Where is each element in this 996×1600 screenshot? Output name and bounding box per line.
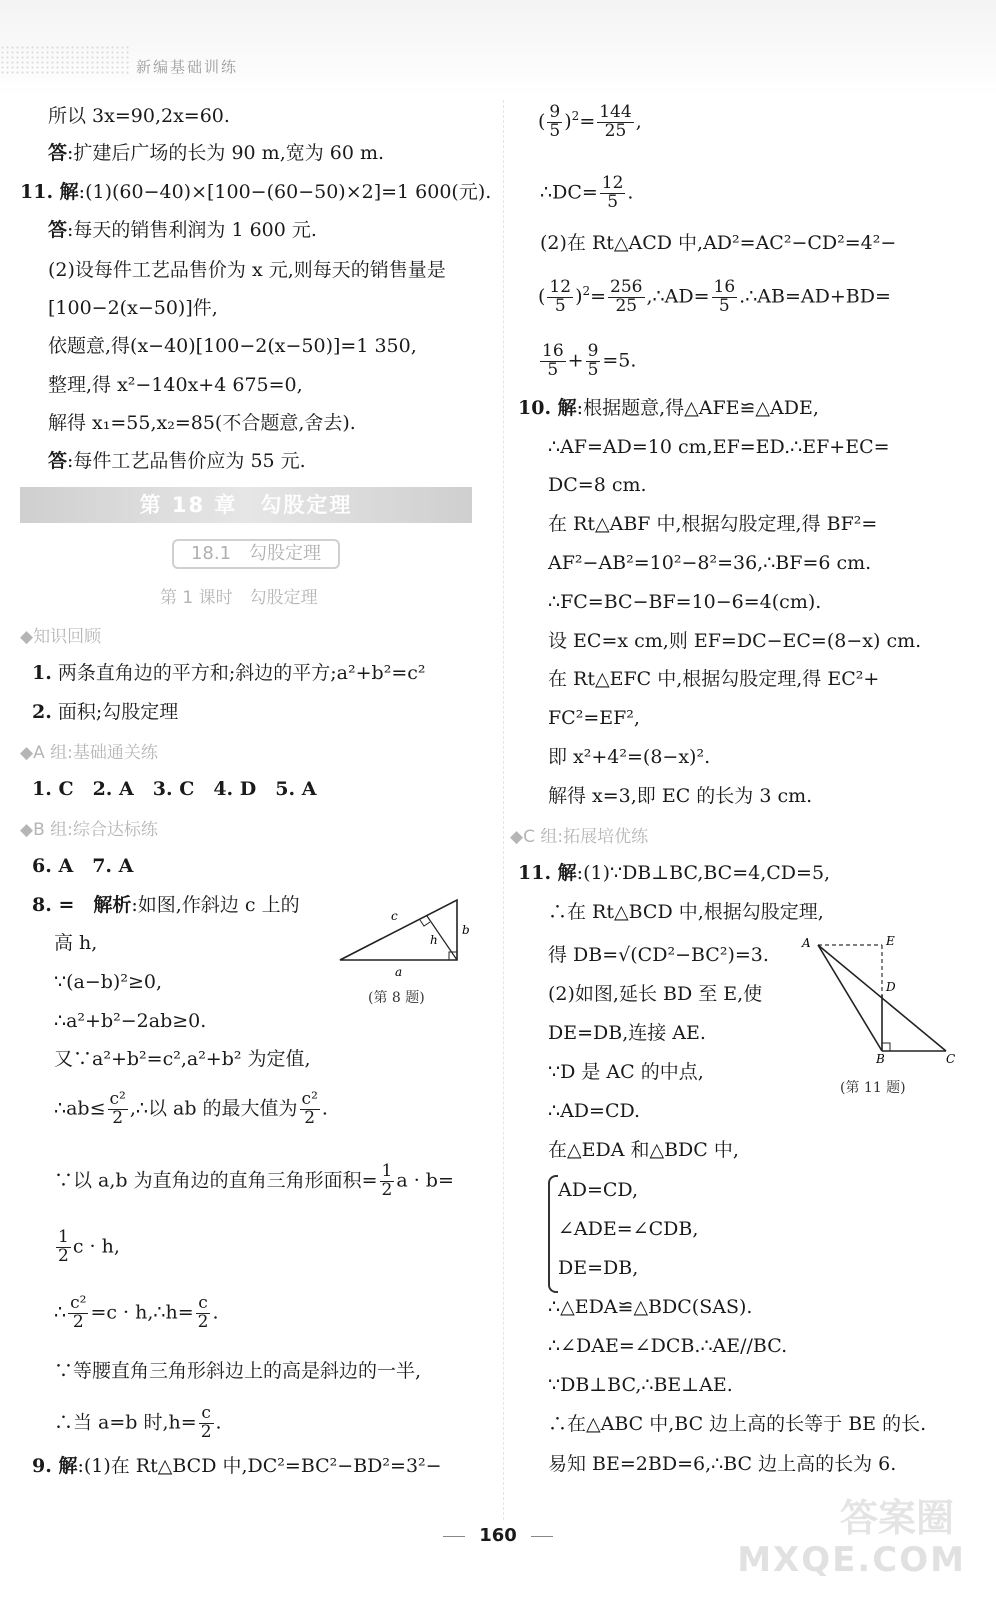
text-line: ∵DB⊥BC,∴BE⊥AE. xyxy=(548,1374,733,1396)
watermark-text: MXQE.COM xyxy=(737,1540,966,1580)
text-line: $\frac{1}{2}$ c · h, xyxy=(58,1227,120,1266)
text-line: 设 EC=x cm,则 EF=DC−EC=(8−x) cm. xyxy=(548,630,922,652)
text-line: ∴a²+b²−2ab≥0. xyxy=(54,1010,207,1032)
system-line: ∠ADE=∠CDB, xyxy=(558,1218,699,1240)
text-line: ∴在 Rt△BCD 中,根据勾股定理, xyxy=(548,901,824,923)
answer-list: 6. A 7. A xyxy=(32,855,134,877)
text-line: (2)设每件工艺品售价为 x 元,则每天的销售量是 xyxy=(48,259,446,281)
text-line: ( $\frac{9}{5}$ )$^2$= $\frac{144}{25}$ , xyxy=(538,101,642,141)
answer-line: 答:每件工艺品售价应为 55 元. xyxy=(48,450,306,472)
right-angle-mark xyxy=(420,920,430,926)
text-line: ∴FC=BC−BF=10−6=4(cm). xyxy=(548,591,822,613)
text-line: ∵以 a,b 为直角边的直角三角形面积= $\frac{1}{2}$ a · b= xyxy=(54,1161,454,1200)
fraction: $\frac{\text{c²}}{2}$ xyxy=(109,1089,126,1128)
fraction: $\frac{16}{5}$ xyxy=(542,341,564,380)
q8-line: 8. = 解析:如图,作斜边 c 上的 xyxy=(32,894,300,916)
page-header xyxy=(0,0,996,96)
text-line: ∴∠DAE=∠DCB.∴AE//BC. xyxy=(548,1335,788,1357)
system-line: AD=CD, xyxy=(558,1179,639,1201)
fraction: $\frac{12}{5}$ xyxy=(601,173,624,212)
figure-caption: (第 11 题) xyxy=(840,1080,906,1096)
text-line: 在 Rt△EFC 中,根据勾股定理,得 EC²+ xyxy=(548,668,880,690)
system-line: DE=DB, xyxy=(558,1257,639,1279)
label-h: h xyxy=(430,933,438,947)
label-D: D xyxy=(886,980,896,994)
fraction: $\frac{\text{c²}}{2}$ xyxy=(301,1089,318,1128)
text-line: 解得 x=3,即 EC 的长为 3 cm. xyxy=(548,785,813,807)
label-a: a xyxy=(395,965,403,979)
section-title: 18.1 勾股定理 xyxy=(172,539,340,569)
text-line: ∵(a−b)²≥0, xyxy=(54,971,162,993)
text-line: ∴△EDA≌△BDC(SAS). xyxy=(548,1296,753,1318)
fraction: $\frac{16}{5}$ xyxy=(713,276,736,316)
watermark-text-top: 答案圈 xyxy=(839,1496,954,1540)
label-c: c xyxy=(391,909,398,923)
page-number: 160 xyxy=(0,1525,996,1546)
text-line: $\frac{16}{5}$ + $\frac{9}{5}$ =5. xyxy=(542,341,637,380)
header-title: 新编基础训练 xyxy=(136,58,239,76)
group-heading: ◆A 组:基础通关练 xyxy=(20,743,158,763)
fraction: $\frac{\text{c²}}{2}$ xyxy=(70,1293,87,1332)
fraction: $\frac{1}{2}$ xyxy=(381,1161,393,1200)
text-line: DE=DB,连接 AE. xyxy=(548,1022,706,1044)
figure-caption: (第 8 题) xyxy=(368,990,425,1006)
text-line: 在 Rt△ABF 中,根据勾股定理,得 BF²= xyxy=(548,513,878,535)
group-heading: ◆B 组:综合达标练 xyxy=(20,820,158,840)
header-dot-pattern xyxy=(0,45,130,75)
text-line: 2. 面积;勾股定理 xyxy=(32,701,179,723)
lesson-title: 第 1 课时 勾股定理 xyxy=(160,588,318,608)
q11-line: 11. 解:(1)(60−40)×[100−(60−50)×2]=1 600(元). xyxy=(20,181,492,203)
label-b: b xyxy=(462,923,470,937)
text-line: 在△EDA 和△BDC 中, xyxy=(548,1139,739,1161)
fraction: $\frac{9}{5}$ xyxy=(549,101,561,141)
fraction: $\frac{9}{5}$ xyxy=(587,341,599,380)
label-B: B xyxy=(876,1052,885,1063)
text-line: ∴ $\frac{\text{c²}}{2}$ =c · h,∴h= $\frac{c}{2}$ . xyxy=(54,1293,219,1332)
label-E: E xyxy=(886,934,895,948)
text-line: ∴AF=AD=10 cm,EF=ED.∴EF+EC= xyxy=(548,436,890,458)
q11-line: 11. 解:(1)∵DB⊥BC,BC=4,CD=5, xyxy=(518,862,831,884)
answer-list: 1. C 2. A 3. C 4. D 5. A xyxy=(32,778,317,800)
brace-shape xyxy=(548,1175,558,1293)
text-line: ∴AD=CD. xyxy=(548,1100,641,1122)
q10-line: 10. 解:根据题意,得△AFE≌△ADE, xyxy=(518,397,819,419)
text-line: 又∵a²+b²=c²,a²+b² 为定值, xyxy=(54,1048,311,1070)
text-line: ∵等腰直角三角形斜边上的高是斜边的一半, xyxy=(54,1360,422,1382)
figure-11-diagram xyxy=(796,933,966,1063)
column-divider xyxy=(503,100,504,1520)
text-line: (2)在 Rt△ACD 中,AD²=AC²−CD²=4²− xyxy=(540,232,897,254)
right-angle-mark xyxy=(882,1043,890,1051)
line-AB xyxy=(818,945,882,1051)
equation-system xyxy=(530,1175,830,1295)
text-line: DC=8 cm. xyxy=(548,474,647,496)
text-line: 即 x²+4²=(8−x)². xyxy=(548,746,711,768)
text-line: ∴DC= $\frac{12}{5}$ . xyxy=(540,173,634,212)
answer-line: 答:每天的销售利润为 1 600 元. xyxy=(48,219,317,241)
fraction: $\frac{144}{25}$ xyxy=(599,101,632,141)
fraction: $\frac{12}{5}$ xyxy=(549,276,572,316)
text-line: 得 DB=√(CD²−BC²)=3. xyxy=(548,944,769,966)
text-line: 整理,得 x²−140x+4 675=0, xyxy=(48,374,303,396)
fraction: $\frac{c}{2}$ xyxy=(197,1293,209,1332)
text-line: AF²−AB²=10²−8²=36,∴BF=6 cm. xyxy=(548,552,872,574)
text-line: ∴当 a=b 时,h= $\frac{c}{2}$ . xyxy=(54,1403,222,1442)
triangle-shape xyxy=(340,900,457,960)
label-A: A xyxy=(802,936,811,950)
text-line: 解得 x₁=55,x₂=85(不合题意,舍去). xyxy=(48,412,356,434)
group-heading: ◆知识回顾 xyxy=(20,627,102,647)
answer-line: 答:扩建后广场的长为 90 m,宽为 60 m. xyxy=(48,142,385,164)
text-line: ∵D 是 AC 的中点, xyxy=(548,1061,704,1083)
text-line: 易知 BE=2BD=6,∴BC 边上高的长为 6. xyxy=(548,1453,897,1475)
chapter-banner: 第 18 章 勾股定理 xyxy=(20,487,472,523)
text-line: ∴在△ABC 中,BC 边上高的长等于 BE 的长. xyxy=(548,1413,927,1435)
text-line: 所以 3x=90,2x=60. xyxy=(48,105,230,127)
text-line: 高 h, xyxy=(54,932,98,954)
text-line: FC²=EF², xyxy=(548,707,640,729)
label-C: C xyxy=(946,1052,956,1063)
text-line: ∴ab≤ $\frac{\text{c²}}{2}$ ,∴以 ab 的最大值为 $\frac{\text{c²}}{2}$ . xyxy=(54,1089,328,1128)
figure-8-diagram xyxy=(335,892,475,982)
text-line: [100−2(x−50)]件, xyxy=(48,297,218,319)
text-line: 依题意,得(x−40)[100−2(x−50)]=1 350, xyxy=(48,335,417,357)
group-heading: ◆C 组:拓展培优练 xyxy=(510,827,649,847)
q9-line: 9. 解:(1)在 Rt△BCD 中,DC²=BC²−BD²=3²− xyxy=(32,1455,442,1477)
text-line: (2)如图,延长 BD 至 E,使 xyxy=(548,983,763,1005)
text-line: 1. 两条直角边的平方和;斜边的平方;a²+b²=c² xyxy=(32,662,426,684)
fraction: $\frac{256}{25}$ xyxy=(610,276,643,316)
fraction: $\frac{c}{2}$ xyxy=(200,1403,212,1442)
fraction: $\frac{1}{2}$ xyxy=(58,1227,69,1266)
text-line: ( $\frac{12}{5}$ )$^2$= $\frac{256}{25}$ ,∴AD= $\frac{16}{5}$ .∴AB=AD+BD= xyxy=(538,276,891,316)
